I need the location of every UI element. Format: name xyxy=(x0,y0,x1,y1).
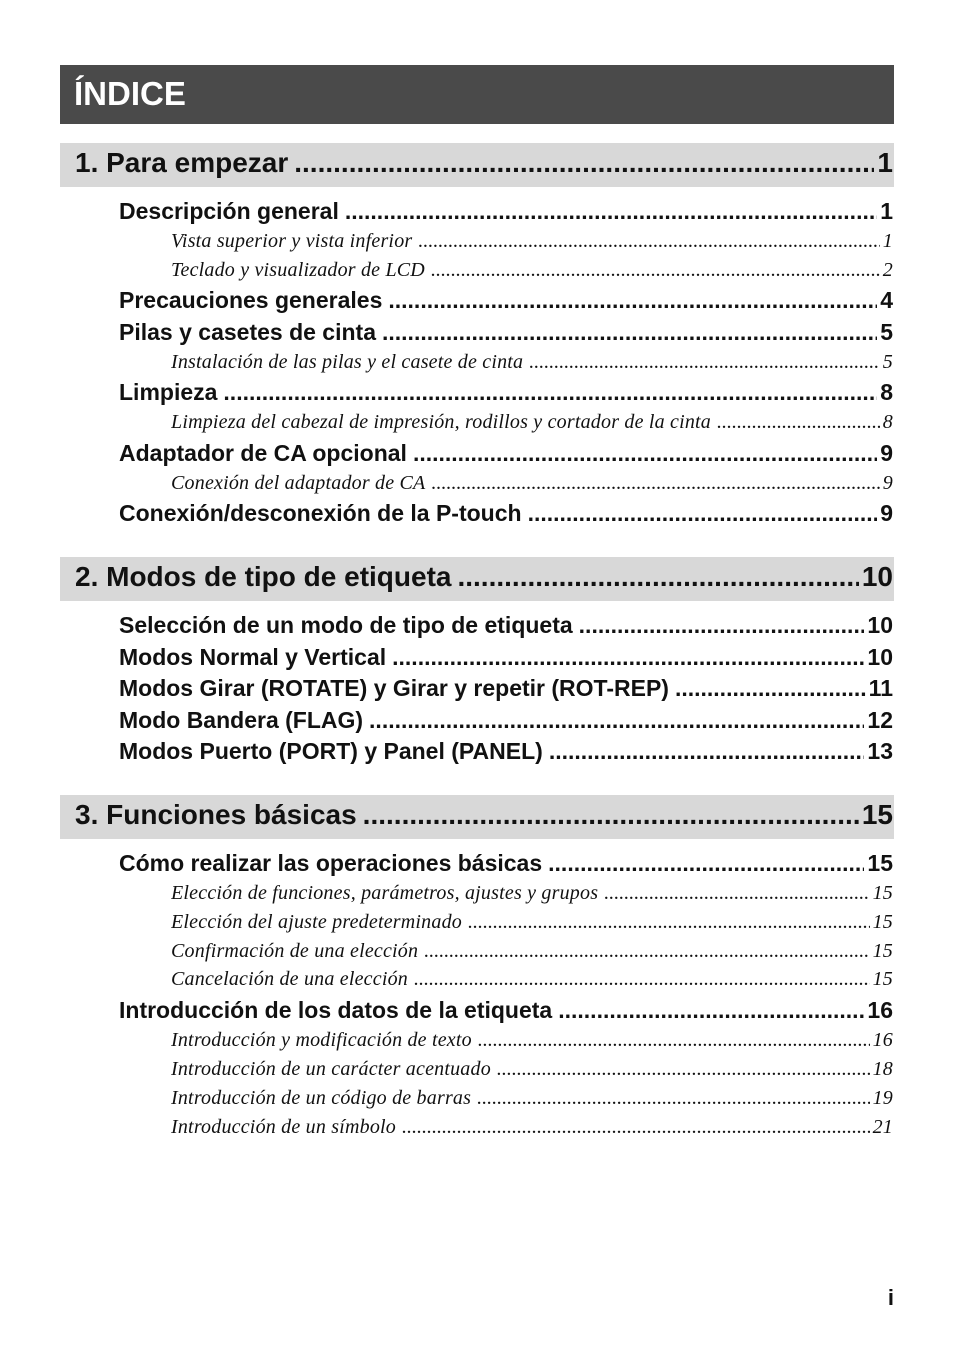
leader-dots xyxy=(675,674,866,702)
leader-dots xyxy=(418,229,879,253)
toc-subentry-page: 15 xyxy=(872,882,893,904)
toc-section-3-page: 15 xyxy=(861,799,893,830)
toc-subentry[interactable] xyxy=(171,410,893,434)
toc-entry-label: Modos Puerto (PORT) y Panel (PANEL) xyxy=(119,738,543,764)
toc-entry[interactable] xyxy=(119,674,893,702)
toc-entry-label: Modos Girar (ROTATE) y Girar y repetir (ROT-REP) xyxy=(119,675,669,701)
toc-subentry-label: Introducción de un símbolo xyxy=(171,1116,396,1138)
toc-subentry-page: 5 xyxy=(882,351,893,373)
toc-subentry[interactable] xyxy=(171,881,893,905)
leader-dots xyxy=(529,350,880,374)
toc-entry-page: 11 xyxy=(868,675,893,701)
leader-dots xyxy=(457,560,858,594)
toc-subentry[interactable] xyxy=(171,1115,893,1139)
toc-entry-label: Adaptador de CA opcional xyxy=(119,440,407,466)
toc-subentry-label: Limpieza del cabezal de impresión, rodillos y cortador de la cinta xyxy=(171,411,711,433)
leader-dots xyxy=(392,643,864,671)
leader-dots xyxy=(382,318,877,346)
leader-dots xyxy=(497,1057,870,1081)
toc-entry-label: Pilas y casetes de cinta xyxy=(119,319,376,345)
toc-entry-label: Conexión/desconexión de la P-touch xyxy=(119,500,522,526)
toc-subentry-page: 19 xyxy=(872,1087,893,1109)
toc-subentry-page: 18 xyxy=(872,1058,893,1080)
leader-dots xyxy=(528,499,878,527)
toc-subentry-page: 1 xyxy=(882,230,893,252)
toc-entry-page: 16 xyxy=(867,997,893,1023)
toc-subentry-label: Instalación de las pilas y el casete de cinta xyxy=(171,351,524,373)
leader-dots xyxy=(431,258,880,282)
toc-subentry[interactable] xyxy=(171,967,893,991)
page-number: i xyxy=(887,1285,894,1310)
toc-entry[interactable] xyxy=(119,499,893,527)
toc-entry-page: 12 xyxy=(867,707,893,733)
toc-section-1-label: 1. Para empezar xyxy=(75,147,289,178)
toc-entry-page: 9 xyxy=(880,440,893,466)
leader-dots xyxy=(413,439,877,467)
toc-entry-label: Limpieza xyxy=(119,379,218,405)
leader-dots xyxy=(294,146,874,180)
index-title: ÍNDICE xyxy=(74,75,186,112)
toc-subentry-label: Teclado y visualizador de LCD xyxy=(171,259,425,281)
toc-subentry-page: 21 xyxy=(872,1116,893,1138)
toc-entry[interactable] xyxy=(119,737,893,765)
leader-dots xyxy=(604,881,869,905)
toc-subentry-label: Elección del ajuste predeterminado xyxy=(171,911,462,933)
toc-subentry-page: 8 xyxy=(882,411,893,433)
toc-section-2-page: 10 xyxy=(861,561,893,592)
toc-section-3[interactable] xyxy=(75,798,893,832)
leader-dots xyxy=(717,410,880,434)
toc-subentry[interactable] xyxy=(171,1086,893,1110)
toc-section-3-label: 3. Funciones básicas xyxy=(75,799,357,830)
toc-subentry-page: 9 xyxy=(882,472,893,494)
toc-subentry-label: Vista superior y vista inferior xyxy=(171,230,413,252)
toc-subentry[interactable] xyxy=(171,910,893,934)
toc-subentry-page: 15 xyxy=(872,940,893,962)
toc-subentry-label: Introducción y modificación de texto xyxy=(171,1029,472,1051)
toc-subentry-page: 15 xyxy=(872,968,893,990)
toc-entry-page: 10 xyxy=(867,612,893,638)
toc-section-2[interactable] xyxy=(75,560,893,594)
leader-dots xyxy=(579,611,865,639)
toc-subentry[interactable] xyxy=(171,1057,893,1081)
toc-subentry-label: Cancelación de una elección xyxy=(171,968,408,990)
leader-dots xyxy=(414,967,870,991)
leader-dots xyxy=(558,996,864,1024)
toc-subentry-label: Introducción de un carácter acentuado xyxy=(171,1058,491,1080)
toc-subentry-page: 16 xyxy=(872,1029,893,1051)
toc-entry[interactable] xyxy=(119,611,893,639)
leader-dots xyxy=(549,737,865,765)
leader-dots xyxy=(369,706,864,734)
toc-entry-page: 4 xyxy=(880,287,893,313)
toc-entry-label: Selección de un modo de tipo de etiqueta xyxy=(119,612,573,638)
leader-dots xyxy=(223,378,877,406)
toc-subentry-label: Elección de funciones, parámetros, ajustes y grupos xyxy=(171,882,599,904)
toc-subentry-label: Confirmación de una elección xyxy=(171,940,419,962)
toc-section-1[interactable] xyxy=(75,146,893,180)
toc-subentry[interactable] xyxy=(171,350,893,374)
leader-dots xyxy=(424,939,869,963)
toc-entry[interactable] xyxy=(119,197,893,225)
toc-entry[interactable] xyxy=(119,439,893,467)
toc-entry-page: 13 xyxy=(867,738,893,764)
toc-entry[interactable] xyxy=(119,286,893,314)
leader-dots xyxy=(363,798,859,832)
toc-entry-page: 5 xyxy=(880,319,893,345)
toc-entry-page: 1 xyxy=(880,198,893,224)
toc-entry-label: Cómo realizar las operaciones básicas xyxy=(119,850,543,876)
toc-entry-page: 9 xyxy=(880,500,893,526)
leader-dots xyxy=(431,471,879,495)
toc-subentry-label: Conexión del adaptador de CA xyxy=(171,472,426,494)
toc-entry-page: 15 xyxy=(867,850,893,876)
toc-entry-label: Precauciones generales xyxy=(119,287,383,313)
leader-dots xyxy=(388,286,877,314)
toc-subentry[interactable] xyxy=(171,939,893,963)
toc-entry-label: Descripción general xyxy=(119,198,339,224)
leader-dots xyxy=(468,910,870,934)
index-title-bar xyxy=(60,65,894,124)
toc-entry[interactable] xyxy=(119,378,893,406)
leader-dots xyxy=(402,1115,870,1139)
toc-entry-page: 10 xyxy=(867,644,893,670)
toc-entry[interactable] xyxy=(119,996,893,1024)
toc-subentry[interactable] xyxy=(171,471,893,495)
toc-subentry[interactable] xyxy=(171,1028,893,1052)
toc-entry-label: Introducción de los datos de la etiqueta xyxy=(119,997,553,1023)
toc-entry[interactable] xyxy=(119,849,893,877)
toc-subentry-page: 15 xyxy=(872,911,893,933)
toc-section-1-page: 1 xyxy=(877,147,893,178)
toc-entry-label: Modos Normal y Vertical xyxy=(119,644,387,670)
toc-entry[interactable] xyxy=(119,706,893,734)
leader-dots xyxy=(345,197,877,225)
toc-subentry-page: 2 xyxy=(882,259,893,281)
toc-subentry-label: Introducción de un código de barras xyxy=(171,1087,472,1109)
leader-dots xyxy=(477,1086,869,1110)
leader-dots xyxy=(478,1028,870,1052)
leader-dots xyxy=(548,849,864,877)
toc-entry[interactable] xyxy=(119,318,893,346)
toc-subentry[interactable] xyxy=(171,258,893,282)
toc-entry-page: 8 xyxy=(880,379,893,405)
toc-section-2-label: 2. Modos de tipo de etiqueta xyxy=(75,561,452,592)
toc-entry-label: Modo Bandera (FLAG) xyxy=(119,707,364,733)
toc-entry[interactable] xyxy=(119,643,893,671)
toc-subentry[interactable] xyxy=(171,229,893,253)
